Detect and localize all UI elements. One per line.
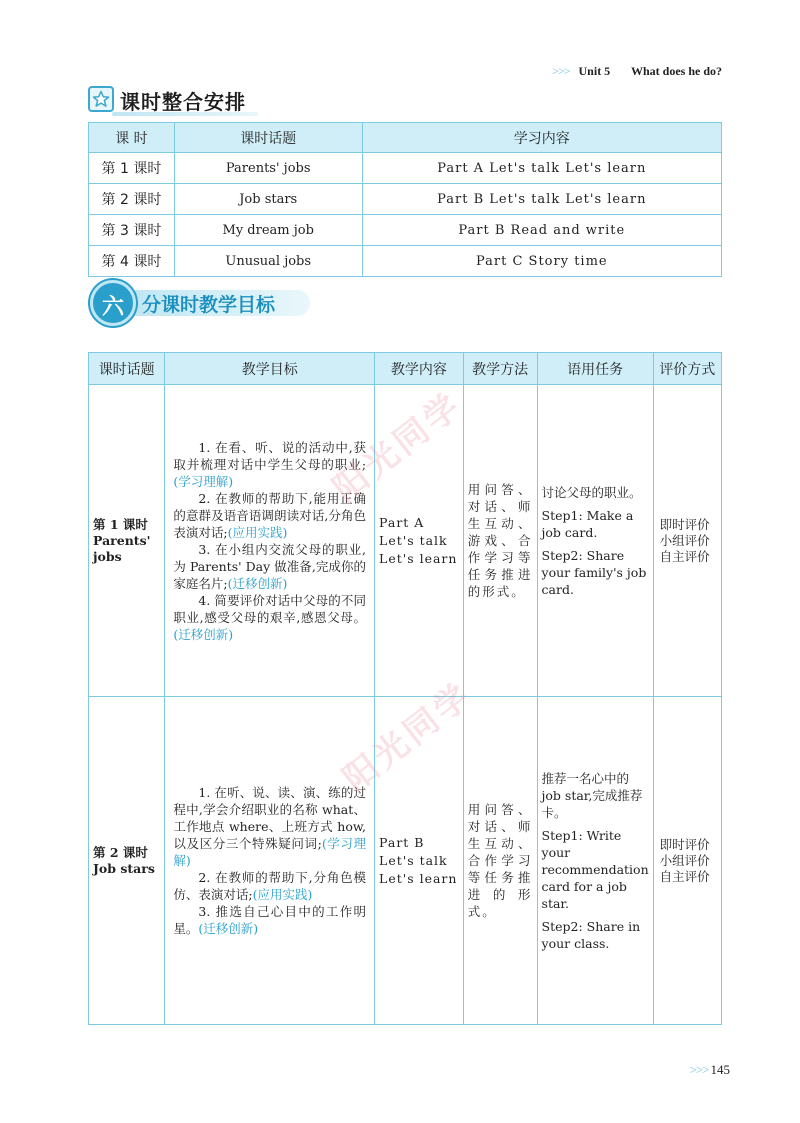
lesson-topic: Parents' jobs [93,532,151,564]
table-row [89,215,722,246]
objectives-header-row [89,353,722,385]
topic-cell: My dream job [174,215,362,246]
lesson-topic-cell [89,697,165,1025]
period-cell: 第 1 课时 [89,153,175,184]
method-cell: 用问答、对话、师生互动、游戏、合作学习等任务推进的形式。 [463,385,537,697]
goal-item: 4. 简要评价对话中父母的不同职业,感受父母的艰辛,感恩父母。(迁移创新) [173,592,367,642]
content-cell: Part B Let's talk Let's learn [375,697,464,1025]
goal-tag: (学习理解) [173,836,367,868]
header-unit: Unit 5 [578,64,611,78]
evaluation-cell: 即时评价 小组评价 自主评价 [653,385,721,697]
page-number: 145 [710,1062,730,1077]
table-row [89,697,722,1025]
topic-cell: Job stars [174,184,362,215]
lesson-period: 第 2 课时 [93,844,148,860]
goal-tag: (迁移创新) [198,921,259,936]
period-cell: 第 2 课时 [89,184,175,215]
topic-cell: Parents' jobs [174,153,362,184]
content-cell: Part A Let's talk Let's learn [362,153,721,184]
lesson-topic: Job stars [93,860,155,876]
table-row [89,246,722,277]
period-cell: 第 4 课时 [89,246,175,277]
running-header [552,64,722,79]
section2-title: 分课时教学目标 [142,294,276,316]
goals-cell [165,385,375,697]
header-title: What does he do? [630,64,722,78]
content-cell: Part B Read and write [362,215,721,246]
goal-item: 3. 推选自己心目中的工作明星。(迁移创新) [173,904,367,936]
watermark: 阳光同学 [325,384,471,510]
goal-item: 1. 在看、听、说的活动中,获取并梳理对话中学生父母的职业;(学习理解) [173,439,367,489]
task-cell: 推荐一名心中的 job star,完成推荐卡。 Step1: Write your recommendation card for a job star. Step2: Share in your class. [537,697,653,1025]
col-header: 课 时 [89,123,175,153]
period-cell: 第 3 课时 [89,215,175,246]
schedule-table [88,122,722,277]
goal-item: 2. 在教师的帮助下,能用正确的意群及语音语调朗读对话,分角色表演对话;(应用实践) [173,490,367,540]
goal-tag: (应用实践) [252,887,313,902]
goal-tag: (学习理解) [173,473,234,489]
goal-item: 2. 在教师的帮助下,分角色模仿、表演对话;(应用实践) [173,870,367,902]
content-cell: Part B Let's talk Let's learn [362,184,721,215]
goal-tag: (迁移创新) [227,575,288,591]
lesson-topic-cell [89,385,165,697]
col-header: 课时话题 [89,353,165,385]
star-icon [88,86,114,112]
col-header: 教学内容 [375,353,464,385]
lesson-period: 第 1 课时 [93,516,148,532]
col-header: 课时话题 [174,123,362,153]
goal-item: 3. 在小组内交流父母的职业,为 Parents' Day 做准备,完成你的家庭名片;(迁移创新) [173,541,367,591]
table-row [89,153,722,184]
col-header: 评价方式 [653,353,721,385]
goal-item: 1. 在听、说、读、演、练的过程中,学会介绍职业的名称 what、工作地点 where、上班方式 how,以及区分三个特殊疑问词;(学习理解) [173,785,367,868]
content-cell: Part A Let's talk Let's learn [375,385,464,697]
evaluation-cell: 即时评价 小组评价 自主评价 [653,697,721,1025]
goal-tag: (应用实践) [227,524,288,540]
col-header: 教学方法 [463,353,537,385]
col-header: 教学目标 [165,353,375,385]
col-header: 语用任务 [537,353,653,385]
table-row [89,184,722,215]
goals-cell [165,697,375,1025]
footer-arrows: >>> [689,1062,709,1077]
goal-tag: (迁移创新) [173,626,234,642]
section1-title: 课时整合安排 [120,90,246,114]
table-row [89,385,722,697]
col-header: 学习内容 [362,123,721,153]
section-number-badge [90,280,136,326]
schedule-header-row [89,123,722,153]
objectives-table [88,352,722,1025]
page-footer [690,1062,731,1078]
header-arrows: >>> [552,64,570,78]
watermark: 阳光同学 [335,674,481,800]
task-cell: 讨论父母的职业。 Step1: Make a job card. Step2: Share your family's job card. [537,385,653,697]
content-cell: Part C Story time [362,246,721,277]
section1-heading [88,84,258,114]
topic-cell: Unusual jobs [174,246,362,277]
method-cell: 用问答、对话、师生互动、合作学习等任务推进的形式。 [463,697,537,1025]
section2-heading [90,280,310,326]
badge-label: 六 [101,295,124,320]
